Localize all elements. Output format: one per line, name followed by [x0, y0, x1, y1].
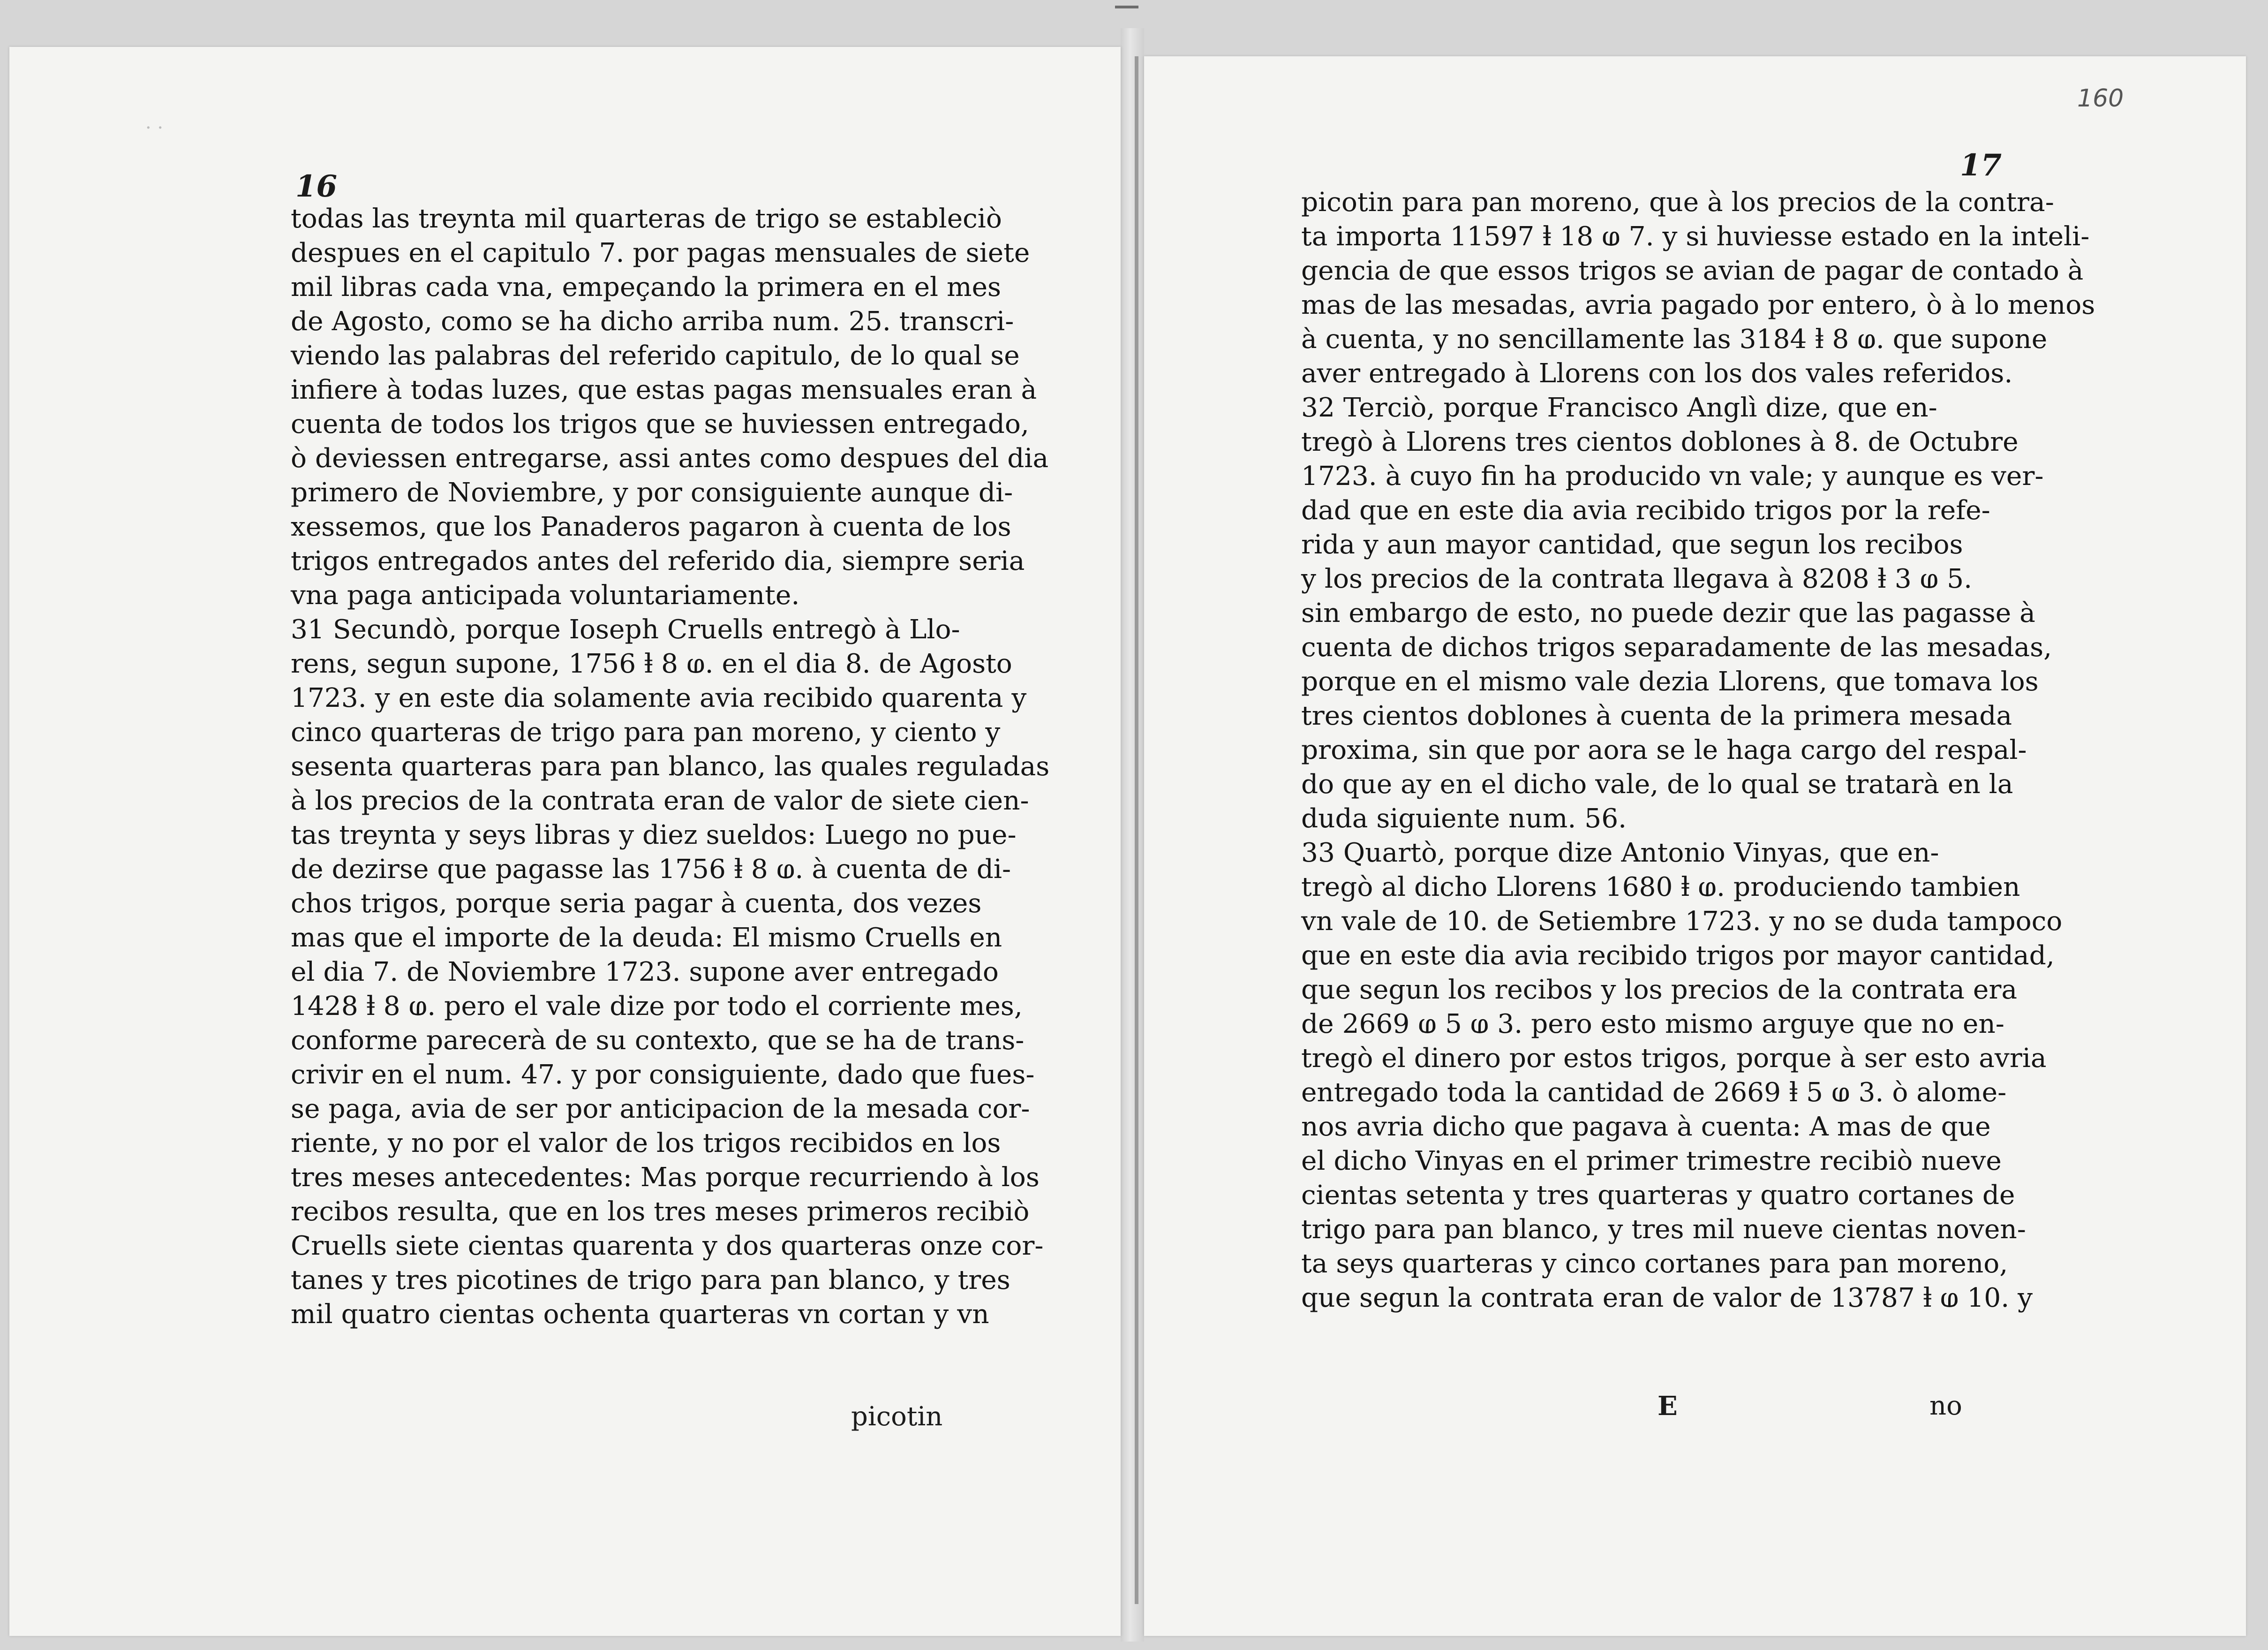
text-line: de 2669 ⱷ 5 ⱷ 3. pero esto mismo arguye que no en- [1301, 1009, 2004, 1039]
margin-smudge: · · [145, 117, 164, 139]
text-line: cinco quarteras de trigo para pan moreno, y ciento y [291, 717, 1001, 748]
text-line: vn vale de 10. de Setiembre 1723. y no se duda tampoco [1301, 906, 2063, 937]
text-line: y los precios de la contrata llegava à 8208 ⱡ 3 ⱷ 5. [1301, 564, 1973, 594]
text-line: à los precios de la contrata eran de valor de siete cien- [291, 786, 1029, 816]
text-line: ò deviessen entregarse, assi antes como despues del dia [291, 443, 1049, 474]
text-line: trigos entregados antes del referido dia, siempre seria [291, 546, 1025, 576]
text-line: que en este dia avia recibido trigos por mayor cantidad, [1301, 940, 2055, 971]
right-page-text [1301, 185, 2095, 1315]
text-line: porque en el mismo vale dezia Llorens, que tomava los [1301, 666, 2039, 697]
text-line: 1723. y en este dia solamente avia recibido quarenta y [291, 683, 1027, 713]
text-line: tregò à Llorens tres cientos doblones à 8. de Octubre [1301, 427, 2019, 457]
text-line: picotin para pan moreno, que à los precios de la contra- [1301, 187, 2054, 218]
text-line: 32 Terciò, porque Francisco Anglì dize, que en- [1301, 393, 1937, 423]
text-line: tres cientos doblones à cuenta de la primera mesada [1301, 701, 2012, 731]
text-line: sin embargo de esto, no puede dezir que las pagasse à [1301, 598, 2035, 628]
text-line: proxima, sin que por aora se le haga cargo del respal- [1301, 735, 2027, 765]
text-line: aver entregado à Llorens con los dos vales referidos. [1301, 358, 2013, 389]
text-line: 31 Secundò, porque Ioseph Cruells entregò à Llo- [291, 614, 960, 645]
text-line: ta importa 11597 ⱡ 18 ⱷ 7. y si huviesse estado en la inteli- [1301, 221, 2090, 252]
text-line: chos trigos, porque seria pagar à cuenta, dos vezes [291, 888, 982, 919]
text-line: primero de Noviembre, y por consiguiente aunque di- [291, 477, 1013, 508]
text-line: conforme parecerà de su contexto, que se ha de trans- [291, 1025, 1025, 1056]
left-page-number: 16 [295, 169, 338, 204]
text-line: todas las treynta mil quarteras de trigo se estableciò [291, 204, 1002, 234]
text-line: dad que en este dia avia recibido trigos por la refe- [1301, 495, 1990, 526]
text-line: cientas setenta y tres quarteras y quatro cortanes de [1301, 1180, 2015, 1211]
text-line: de dezirse que pagasse las 1756 ⱡ 8 ⱷ. à cuenta de di- [291, 854, 1011, 885]
text-line: 1428 ⱡ 8 ⱷ. pero el vale dize por todo el corriente mes, [291, 991, 1023, 1022]
signature-mark: E [1658, 1391, 1678, 1422]
text-line: rida y aun mayor cantidad, que segun los recibos [1301, 530, 1963, 560]
text-line: tregò el dinero por estos trigos, porque à ser esto avria [1301, 1043, 2047, 1074]
text-line: mas que el importe de la deuda: El mismo Cruells en [291, 923, 1002, 953]
text-line: trigo para pan blanco, y tres mil nueve cientas noven- [1301, 1214, 2026, 1245]
text-line: 33 Quartò, porque dize Antonio Vinyas, que en- [1301, 838, 1939, 868]
foliation-number: 160 [2077, 84, 2124, 113]
left-catchword: picotin [851, 1401, 943, 1432]
text-line: do que ay en el dicho vale, de lo qual se tratarà en la [1301, 769, 2013, 800]
right-catchword: no [1929, 1391, 1962, 1421]
text-line: vna paga anticipada voluntariamente. [291, 580, 800, 611]
text-line: tanes y tres picotines de trigo para pan blanco, y tres [291, 1265, 1010, 1295]
text-line: à cuenta, y no sencillamente las 3184 ⱡ 8 ⱷ. que supone [1301, 324, 2048, 355]
text-line: gencia de que essos trigos se avian de pagar de contado à [1301, 256, 2084, 286]
text-line: rens, segun supone, 1756 ⱡ 8 ⱷ. en el dia 8. de Agosto [291, 649, 1012, 679]
text-line: sesenta quarteras para pan blanco, las quales reguladas [291, 751, 1050, 782]
book-gutter [1121, 28, 1144, 1642]
right-page-number: 17 [1960, 148, 2002, 183]
text-line: riente, y no por el valor de los trigos recibidos en los [291, 1128, 1001, 1158]
text-line: despues en el capitulo 7. por pagas mensuales de siete [291, 238, 1030, 268]
right-page [1144, 56, 2246, 1636]
text-line: cuenta de todos los trigos que se huviessen entregado, [291, 409, 1029, 439]
text-line: xessemos, que los Panaderos pagaron à cuenta de los [291, 512, 1011, 542]
text-line: mas de las mesadas, avria pagado por entero, ò à lo menos [1301, 290, 2095, 320]
text-line: infiere à todas luzes, que estas pagas mensuales eran à [291, 375, 1037, 405]
text-line: de Agosto, como se ha dicho arriba num. 25. transcri- [291, 306, 1014, 337]
text-line: que segun la contrata eran de valor de 13787 ⱡ ⱷ 10. y [1301, 1283, 2033, 1313]
left-page [9, 47, 1121, 1636]
text-line: tres meses antecedentes: Mas porque recurriendo à los [291, 1162, 1040, 1193]
text-line: tas treynta y seys libras y diez sueldos: Luego no pue- [291, 820, 1017, 850]
text-line: 1723. à cuyo fin ha producido vn vale; y aunque es ver- [1301, 461, 2044, 492]
text-line: recibos resulta, que en los tres meses primeros recibiò [291, 1196, 1030, 1227]
left-page-text [291, 202, 1050, 1332]
text-line: mil quatro cientas ochenta quarteras vn cortan y vn [291, 1299, 989, 1330]
text-line: Cruells siete cientas quarenta y dos quarteras onze cor- [291, 1231, 1044, 1261]
text-line: que segun los recibos y los precios de la contrata era [1301, 975, 2018, 1005]
text-line: duda siguiente num. 56. [1301, 803, 1627, 834]
text-line: tregò al dicho Llorens 1680 ⱡ ⱷ. produciendo tambien [1301, 872, 2020, 902]
text-line: el dia 7. de Noviembre 1723. supone aver entregado [291, 957, 999, 987]
text-line: se paga, avia de ser por anticipacion de la mesada cor- [291, 1094, 1030, 1124]
text-line: el dicho Vinyas en el primer trimestre recibiò nueve [1301, 1146, 2002, 1176]
binding-fold [1135, 56, 1138, 1604]
text-line: nos avria dicho que pagava à cuenta: A mas de que [1301, 1112, 1991, 1142]
text-line: crivir en el num. 47. y por consiguiente, dado que fues- [291, 1060, 1035, 1090]
text-line: cuenta de dichos trigos separadamente de las mesadas, [1301, 632, 2052, 663]
text-line: mil libras cada vna, empeçando la primera en el mes [291, 272, 1002, 303]
text-line: entregado toda la cantidad de 2669 ⱡ 5 ⱷ 3. ò alome- [1301, 1077, 2007, 1108]
text-line: ta seys quarteras y cinco cortanes para pan moreno, [1301, 1249, 2008, 1279]
scan-edge-mark [1115, 6, 1138, 8]
text-line: viendo las palabras del referido capitulo, de lo qual se [291, 341, 1020, 371]
